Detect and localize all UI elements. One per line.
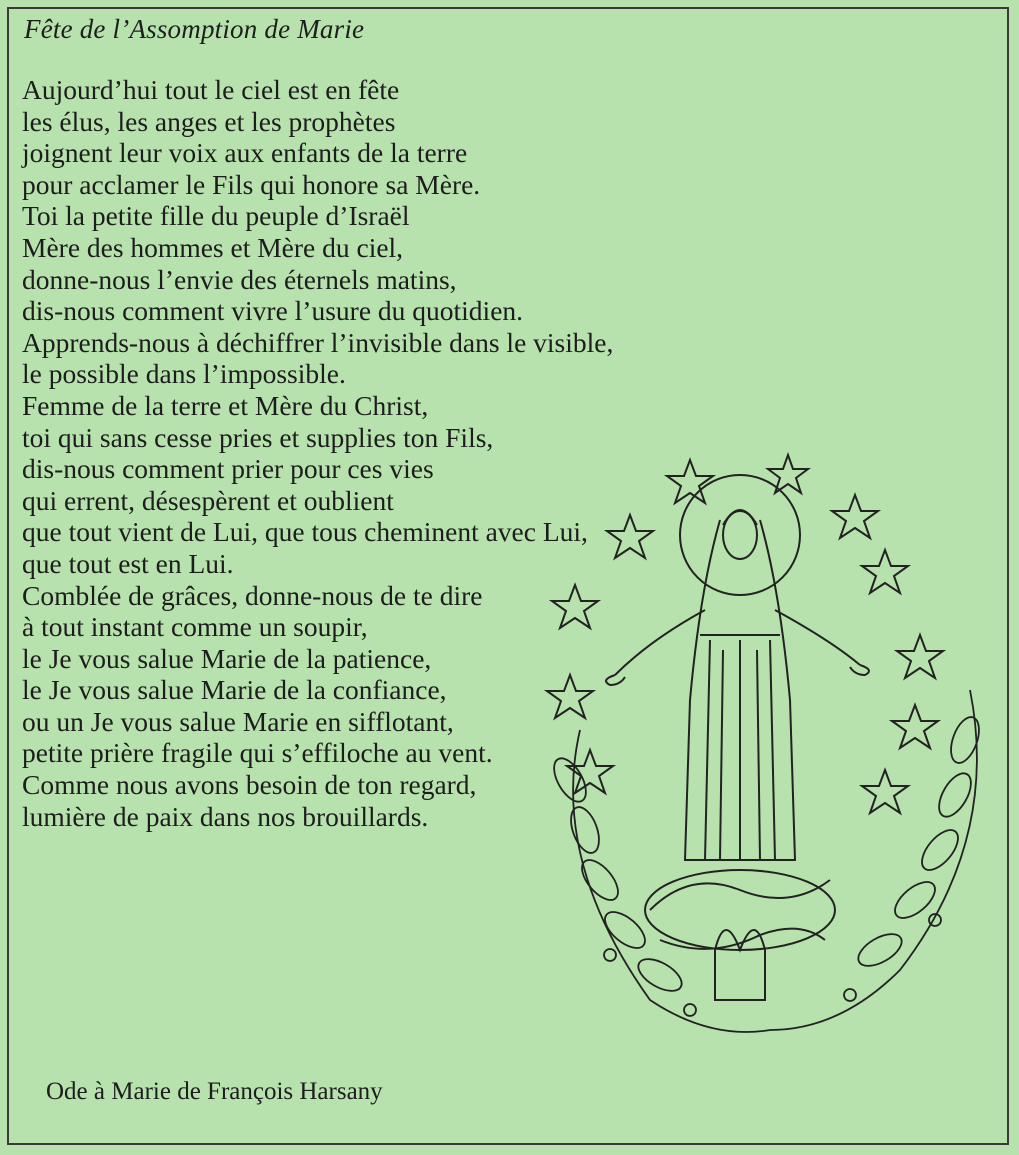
poem-line: que tout est en Lui.: [22, 547, 234, 579]
poem-line: ou un Je vous salue Marie en sifflotant,: [22, 705, 454, 737]
poem-signature: Ode à Marie de François Harsany: [46, 1078, 383, 1105]
virgin-mary-engraving-icon: [540, 440, 1010, 1050]
poem-line: Mère des hommes et Mère du ciel,: [22, 231, 404, 263]
poem-line: Aujourd’hui tout le ciel est en fête: [22, 74, 400, 105]
poem-line: Femme de la terre et Mère du Christ,: [22, 389, 429, 421]
poem-line: joignent leur voix aux enfants de la terre: [22, 137, 468, 169]
poem-title: Fête de l’Assomption de Marie: [24, 14, 365, 44]
serpent-base-icon: [645, 870, 835, 1000]
poem-body: [22, 74, 613, 832]
poem-line: Comblée de grâces, donne-nous de te dire: [22, 579, 483, 611]
mary-figure-icon: [606, 510, 869, 860]
poem-line: pour acclamer le Fils qui honore sa Mère.: [22, 168, 481, 200]
poem-line: le Je vous salue Marie de la patience,: [22, 642, 432, 674]
poem-line: petite prière fragile qui s’effiloche au vent.: [22, 737, 493, 769]
halo-icon: [680, 475, 800, 595]
poem-line: que tout vient de Lui, que tous cheminent avec Lui,: [22, 516, 588, 548]
poem-line: Toi la petite fille du peuple d’Israël: [22, 200, 410, 232]
poem-line: donne-nous l’envie des éternels matins,: [22, 263, 457, 295]
poem-line: les élus, les anges et les prophètes: [22, 105, 396, 137]
poem-line: qui errent, désespèrent et oublient: [22, 484, 394, 516]
poem-line: dis-nous comment vivre l’usure du quotidien.: [22, 295, 524, 327]
poem-line: toi qui sans cesse pries et supplies ton Fils,: [22, 421, 494, 453]
poem-line: le possible dans l’impossible.: [22, 358, 346, 390]
poem-line: Comme nous avons besoin de ton regard,: [22, 769, 477, 801]
poem-line: lumière de paix dans nos brouillards.: [22, 800, 429, 832]
poem-line: à tout instant comme un soupir,: [22, 611, 368, 643]
poem-line: Apprends-nous à déchiffrer l’invisible dans le visible,: [22, 326, 614, 358]
poem-line: dis-nous comment prier pour ces vies: [22, 453, 434, 485]
poem-line: le Je vous salue Marie de la confiance,: [22, 674, 447, 706]
